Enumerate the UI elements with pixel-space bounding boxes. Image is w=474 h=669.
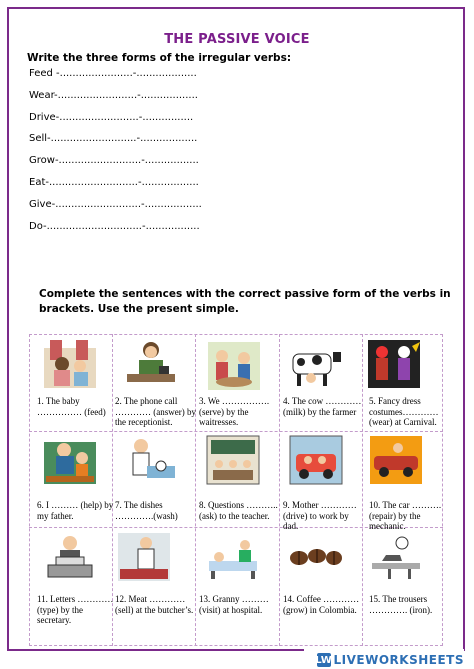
verb-line[interactable]: Eat-............................-..................: [29, 176, 199, 188]
verb-line[interactable]: Drive-.........................-................: [29, 111, 194, 123]
worksheet-title: THE PASSIVE VOICE: [164, 32, 310, 47]
secretary-icon: [42, 531, 98, 583]
car-driving-icon: [288, 434, 344, 486]
liveworksheets-logo-icon: LW: [315, 654, 332, 666]
exercise-sentence: 5. Fancy dress costumes………… (wear) at Carnival.: [369, 396, 439, 427]
exercise-sentence: 7. The dishes ………….(wash): [115, 500, 178, 521]
verb-line[interactable]: Sell-...........................-..................: [29, 133, 198, 145]
ironing-icon: [368, 531, 424, 583]
carnival-icon: [366, 338, 422, 390]
baby-feeding-icon: [42, 338, 98, 390]
exercise-sentence: 13. Granny ……… (visit) at hospital.: [199, 594, 269, 615]
exercise-sentence: 8. Questions ……….. (ask) to the teacher.: [199, 500, 278, 521]
father-helping-icon: [42, 434, 98, 486]
exercise-sentence: 3. We ……………. (serve) by the waitresses.: [199, 396, 270, 427]
verb-line[interactable]: Give-...........................-..................: [29, 198, 202, 210]
exercise-sentence: 10. The car ………. (repair) by the mechanic.: [369, 500, 442, 531]
verb-forms-list: [29, 67, 202, 241]
waitress-icon: [206, 340, 262, 392]
instructions-passive-sentences: Complete the sentences with the correct passive form of the verbs in brackets. Use the present simple.: [39, 288, 451, 315]
classroom-icon: [205, 434, 261, 486]
exercise-sentence: 1. The baby …………… (feed): [37, 396, 106, 417]
receptionist-icon: [123, 338, 179, 390]
exercise-sentence: 6. I ……… (help) by my father.: [37, 500, 114, 521]
exercise-sentence: 15. The trousers …………. (iron).: [369, 594, 433, 615]
footer: [304, 649, 464, 669]
exercise-sentence: 14. Coffee ………… (grow) in Colombia.: [283, 594, 360, 615]
exercise-sentence: 9. Mother ………… (drive) to work by dad.: [283, 500, 357, 531]
cow-milking-icon: [287, 340, 343, 392]
grid-divider: [29, 431, 443, 432]
exercise-sentence: 12. Meat ………… (sell) at the butcher’s.: [115, 594, 194, 615]
exercise-sentence: 11. Letters ………… (type) by the secretary.: [37, 594, 114, 625]
butcher-icon: [116, 531, 172, 583]
verb-line[interactable]: Do-..............................-.................: [29, 220, 200, 232]
verb-line[interactable]: Wear-.........................-..................: [29, 89, 198, 101]
verb-line[interactable]: Grow-..........................-.................: [29, 155, 199, 167]
hospital-visit-icon: [205, 531, 261, 583]
instructions-verb-forms: Write the three forms of the irregular verbs:: [27, 52, 292, 64]
exercise-sentence: 2. The phone call ………… (answer) by the receptionist.: [115, 396, 196, 427]
exercise-sentence: 4. The cow ………… (milk) by the farmer: [283, 396, 362, 417]
coffee-beans-icon: [287, 536, 343, 588]
liveworksheets-logo-text[interactable]: LIVEWORKSHEETS: [333, 653, 464, 667]
mechanic-icon: [368, 434, 424, 486]
dish-washing-icon: [123, 434, 179, 486]
verb-line[interactable]: Feed -.......................-...................: [29, 68, 197, 79]
